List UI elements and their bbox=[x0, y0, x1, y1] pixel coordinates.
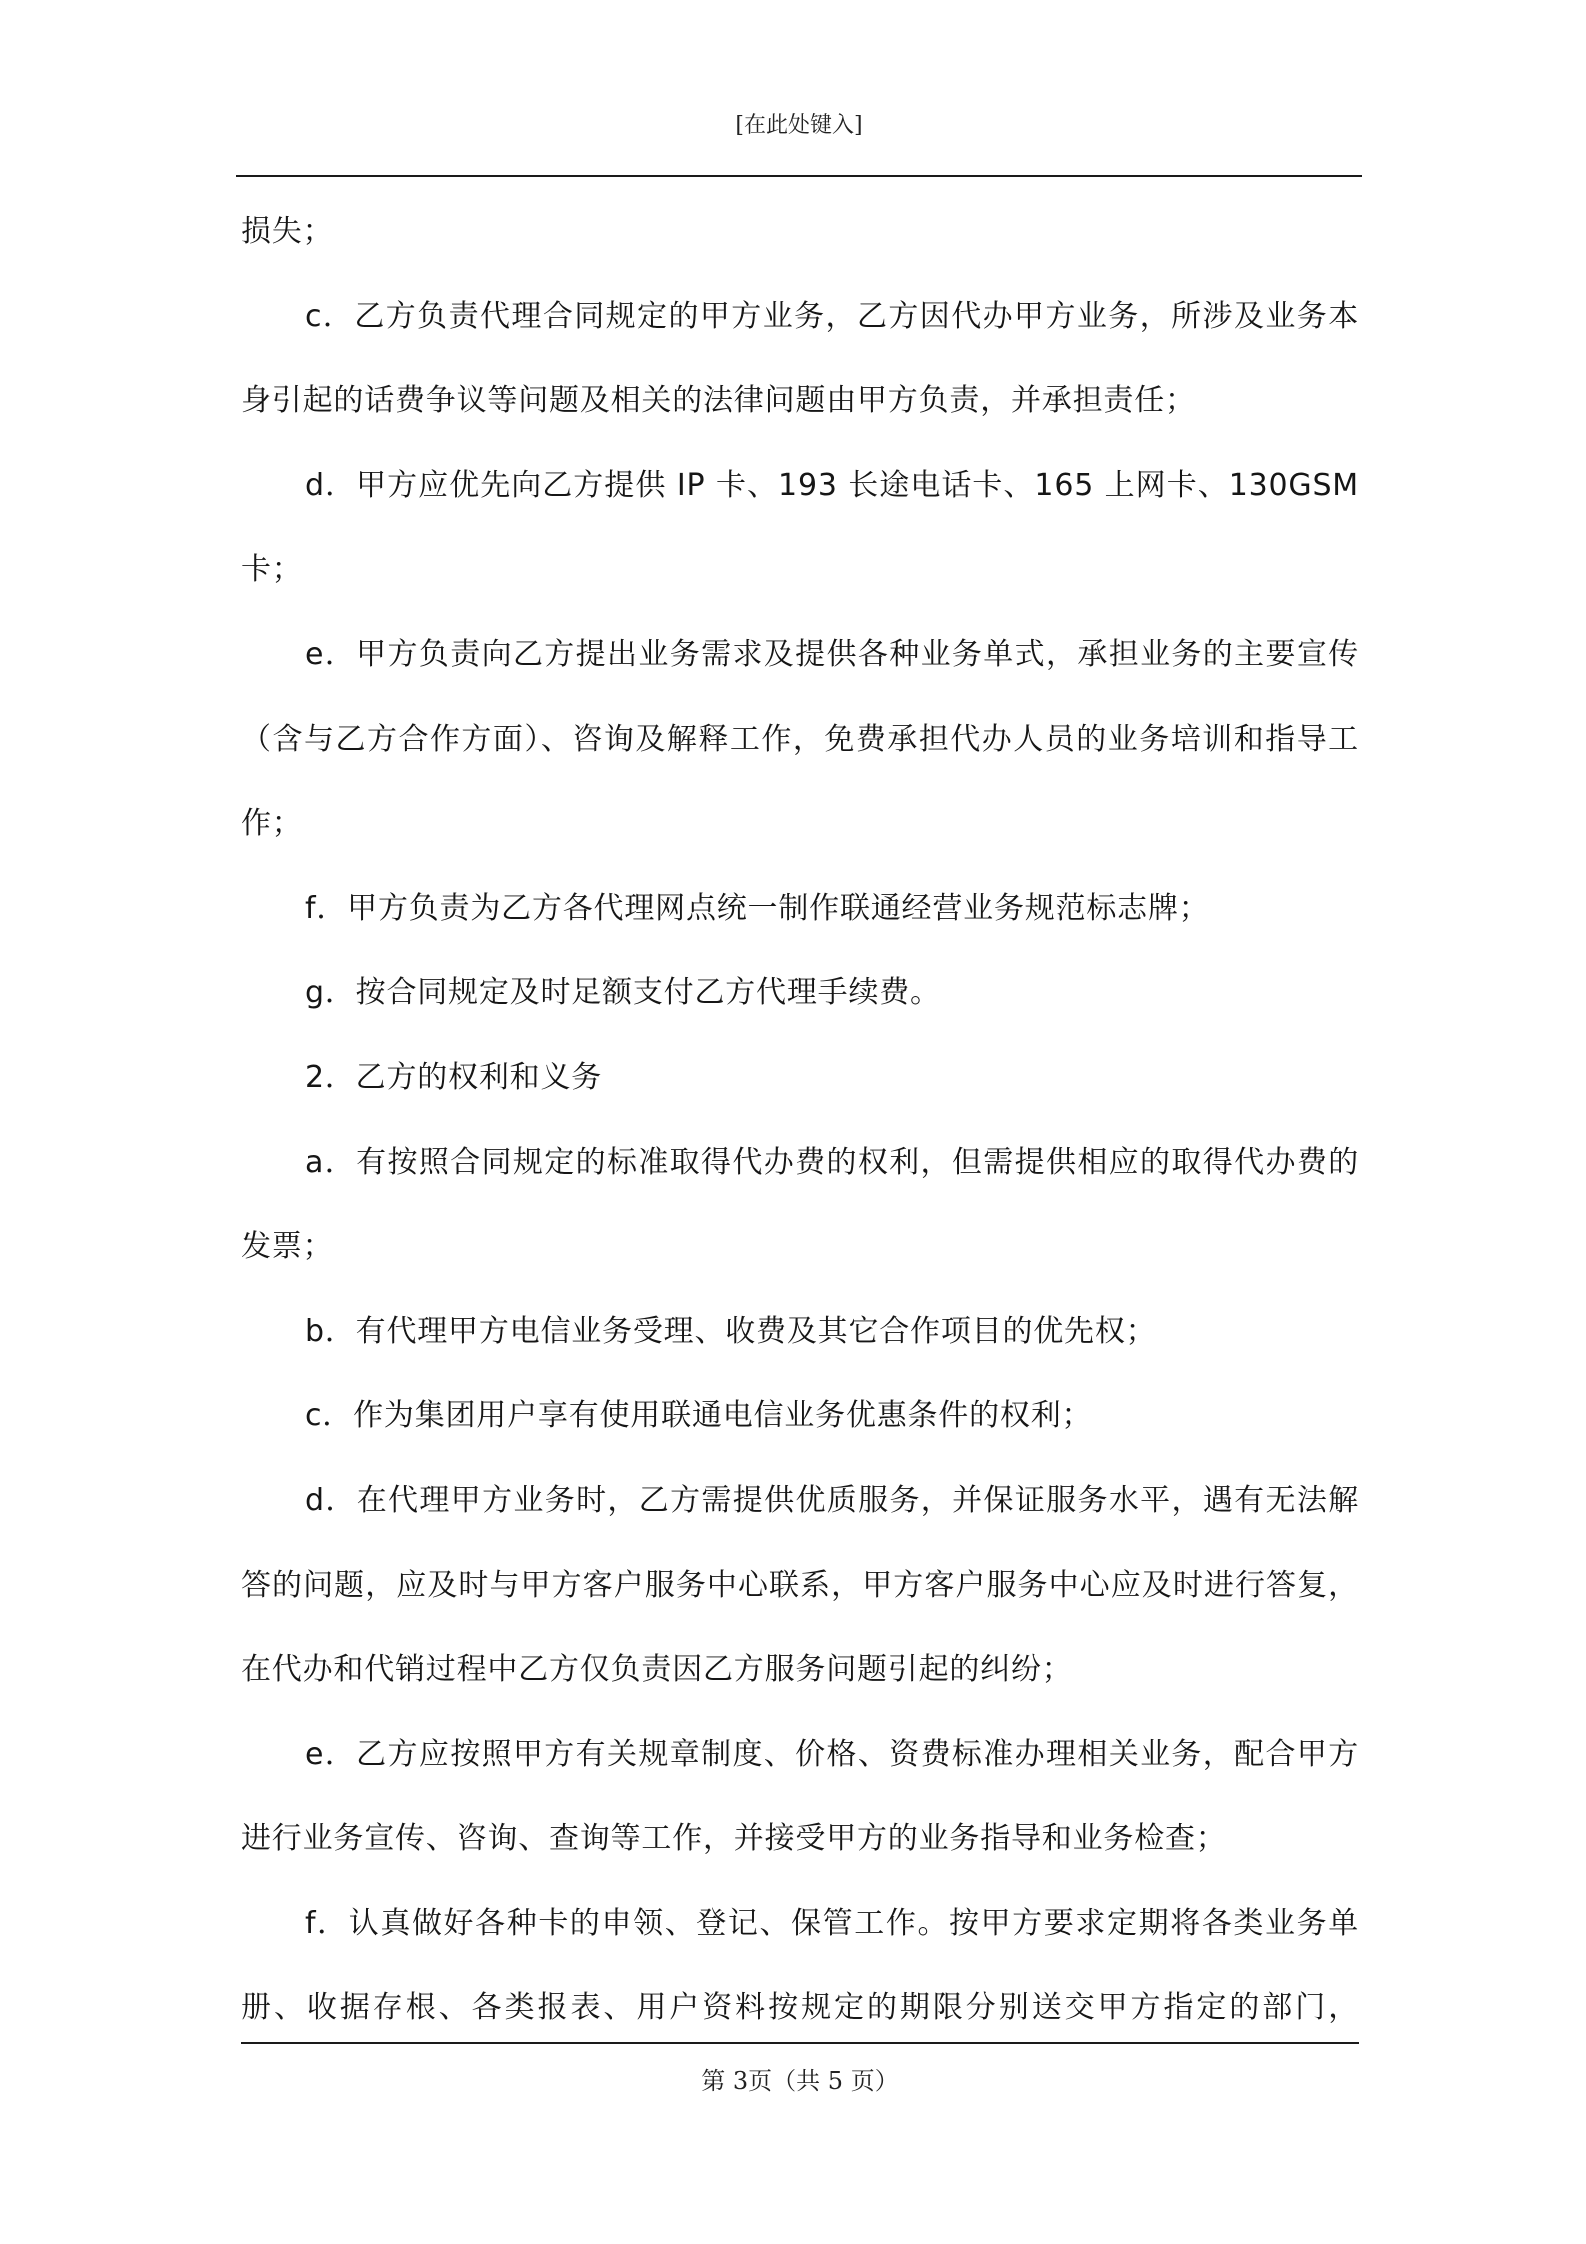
clause-g-agency-fee: g．按合同规定及时足额支付乙方代理手续费。 bbox=[305, 975, 941, 1011]
document-body bbox=[241, 190, 1359, 2051]
clause-b-priority-right: b．有代理甲方电信业务受理、收费及其它合作项目的优先权； bbox=[305, 1313, 1157, 1349]
clause-a-agency-fee-right: a．有按照合同规定的标准取得代办费的权利，但需提供相应的取得代办费的发票； bbox=[241, 1144, 1359, 1265]
header-divider bbox=[236, 175, 1362, 177]
clause-e-regulations: e．乙方应按照甲方有关规章制度、价格、资费标准办理相关业务，配合甲方进行业务宣传、咨询、查询等工作，并接受甲方的业务指导和业务检查； bbox=[241, 1736, 1359, 1857]
footer-divider bbox=[241, 2042, 1359, 2044]
clause-d-card-supply: d．甲方应优先向乙方提供 IP 卡、193 长途电话卡、165 上网卡、130GSM 卡； bbox=[241, 467, 1359, 588]
page-number: 第 3页（共 5 页） bbox=[701, 2067, 899, 2095]
clause-f-card-management: f．认真做好各种卡的申领、登记、保管工作。按甲方要求定期将各类业务单册、收据存根、各类报表、用户资料按规定的期限分别送交甲方指定的部门， bbox=[241, 1905, 1359, 2026]
clause-e-business-requirements: e．甲方负责向乙方提出业务需求及提供各种业务单式，承担业务的主要宣传（含与乙方合作方面）、咨询及解释工作，免费承担代办人员的业务培训和指导工作； bbox=[241, 636, 1359, 842]
section-heading-yifang-rights: 2．乙方的权利和义务 bbox=[305, 1059, 603, 1095]
page-header: [在此处键入] bbox=[735, 113, 863, 138]
clause-c-group-user-discount: c．作为集团用户享有使用联通电信业务优惠条件的权利； bbox=[305, 1398, 1093, 1434]
clause-c-jiafang-responsibility: c．乙方负责代理合同规定的甲方业务，乙方因代办甲方业务，所涉及业务本身引起的话费争议等问题及相关的法律问题由甲方负责，并承担责任； bbox=[241, 298, 1359, 419]
clause-d-service-quality: d．在代理甲方业务时，乙方需提供优质服务，并保证服务水平，遇有无法解答的问题，应及时与甲方客户服务中心联系，甲方客户服务中心应及时进行答复，在代办和代销过程中乙方仅负责因乙方服务问题引起的纠纷； bbox=[241, 1482, 1359, 1688]
paragraph-continuation: 损失； bbox=[241, 214, 334, 249]
clause-f-signboard: f．甲方负责为乙方各代理网点统一制作联通经营业务规范标志牌； bbox=[305, 890, 1210, 926]
